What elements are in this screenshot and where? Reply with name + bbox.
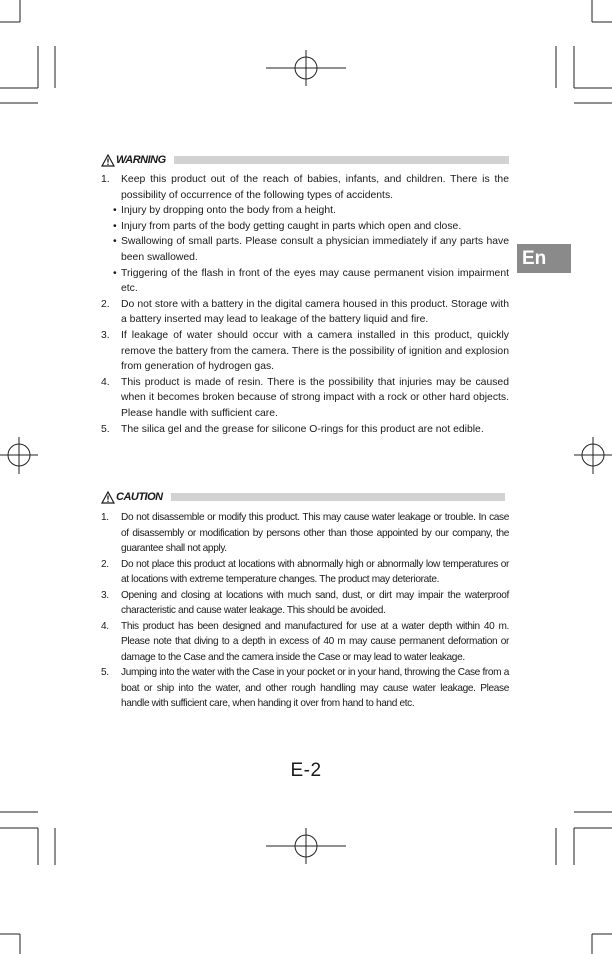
language-tab xyxy=(517,244,571,273)
list-item xyxy=(101,665,509,712)
sub-item xyxy=(113,203,509,219)
item-number: 2. xyxy=(101,558,109,570)
item-number: 4. xyxy=(101,620,109,632)
item-text: Do not store with a battery in the digital camera housed in this product. Storage with a battery inserted may lead to leakage of the battery liquid and fire. xyxy=(121,298,509,326)
item-text: This product is made of resin. There is the possibility that injuries may be caused when it becomes broken because of strong impact with a rock or other hard objects. Please handle with sufficient care. xyxy=(121,376,509,419)
list-item xyxy=(101,328,509,375)
sub-item-text: Injury from parts of the body getting caught in parts which open and close. xyxy=(121,220,462,232)
page-number: E-2 xyxy=(290,760,322,781)
item-number: 5. xyxy=(101,667,109,678)
warning-heading xyxy=(101,153,509,167)
list-item xyxy=(101,510,509,557)
item-text: Do not place this product at locations with abnormally high or abnormally low temperatures or at locations with extreme temperature changes. The product may deteriorate. xyxy=(121,558,509,585)
item-text: Do not disassemble or modify this product. This may cause water leakage or trouble. In case of disassembly or modification by persons other than those appointed by our company, the guarantee shall not apply. xyxy=(121,512,509,554)
item-number: 5. xyxy=(101,423,110,435)
sub-item xyxy=(113,219,509,235)
item-text: Keep this product out of the reach of babies, infants, and children. There is the possibility of occurrence of the following types of accidents. xyxy=(121,174,509,201)
sub-item xyxy=(113,266,509,297)
list-item xyxy=(101,297,509,328)
heading-rule xyxy=(174,156,509,164)
item-text: Jumping into the water with the Case in your pocket or in your hand, throwing the Case from a boat or ship into the water, and other rough handling may cause water leakage. Please handle with sufficient care, when handing it over from hand to hand etc. xyxy=(121,667,509,709)
sub-item xyxy=(113,234,509,265)
list-item xyxy=(101,375,509,422)
bullet-icon: • xyxy=(113,267,117,279)
heading-rule xyxy=(171,493,505,501)
list-item xyxy=(101,422,509,438)
item-number: 4. xyxy=(101,376,110,388)
language-tab-label: En xyxy=(522,248,547,269)
item-number: 1. xyxy=(101,512,109,523)
item-text: The silica gel and the grease for silicone O-rings for this product are not edible. xyxy=(121,423,484,435)
list-item xyxy=(101,588,509,619)
caution-heading xyxy=(101,490,505,504)
sub-item-text: Triggering of the flash in front of the eyes may cause permanent vision impairment etc. xyxy=(121,267,509,295)
warning-title: WARNING xyxy=(116,154,166,166)
bullet-icon: • xyxy=(113,205,117,217)
bullet-icon: • xyxy=(113,220,117,232)
item-text: Opening and closing at locations with much sand, dust, or dirt may impair the waterproof characteristic and cause water leakage. This should be avoided. xyxy=(121,589,509,616)
sub-list xyxy=(113,203,509,297)
item-number: 2. xyxy=(101,298,110,310)
list-item xyxy=(101,172,509,297)
warning-triangle-icon xyxy=(101,154,115,167)
bullet-icon: • xyxy=(113,236,117,248)
warning-list xyxy=(101,172,509,437)
item-number: 1. xyxy=(101,174,110,185)
sub-item-text: Swallowing of small parts. Please consult a physician immediately if any parts have been swallowed. xyxy=(121,236,509,263)
caution-list xyxy=(101,510,509,712)
caution-title: CAUTION xyxy=(116,491,163,503)
item-number: 3. xyxy=(101,329,110,341)
item-number: 3. xyxy=(101,589,109,601)
list-item xyxy=(101,619,509,666)
warning-triangle-icon xyxy=(101,491,115,504)
item-text: This product has been designed and manufactured for use at a water depth within 40 m. Please note that diving to a depth in excess of 40 m may cause permanent deformation or damage to the Case and the camera inside the Case or may lead to water leakage. xyxy=(121,620,509,663)
sub-item-text: Injury by dropping onto the body from a height. xyxy=(121,205,336,217)
item-text: If leakage of water should occur with a camera installed in this product, quickly remove the battery from the camera. There is the possibility of ignition and explosion from generation of hydrogen gas. xyxy=(121,329,509,373)
list-item xyxy=(101,557,509,588)
